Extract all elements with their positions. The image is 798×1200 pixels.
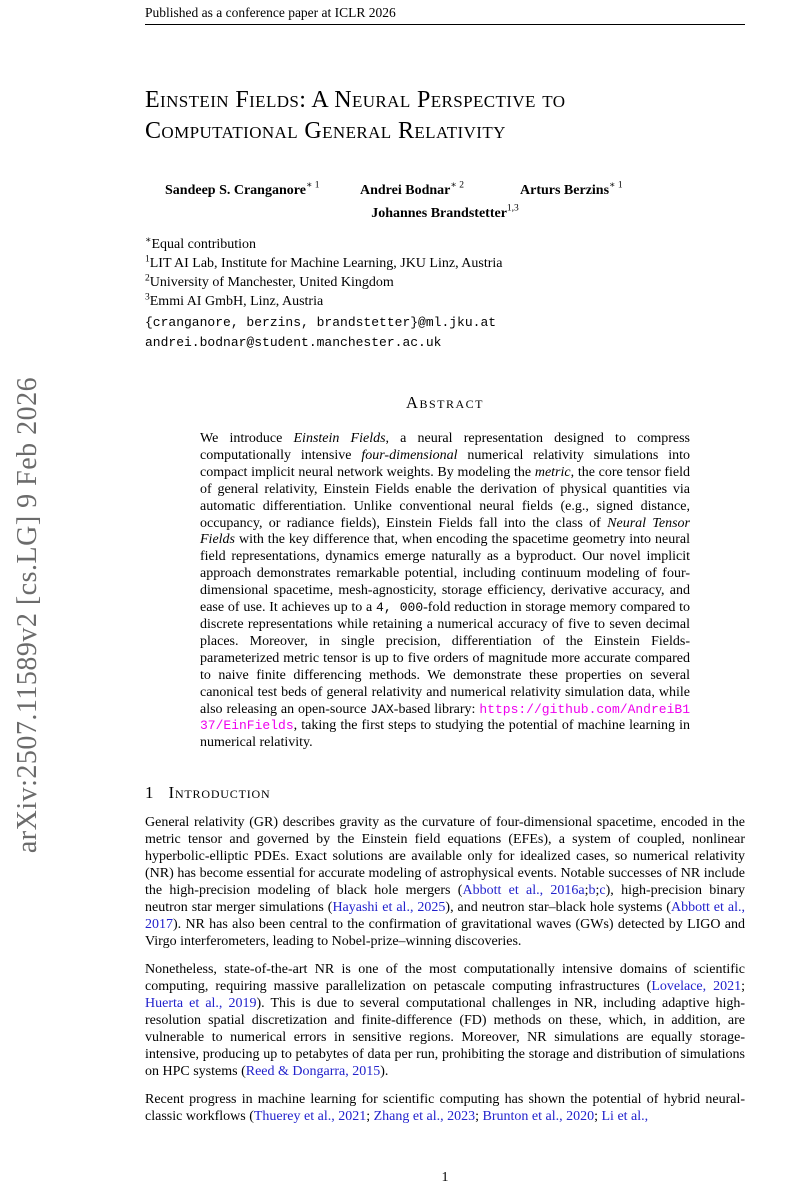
author-2	[360, 181, 464, 199]
text-run: -fold reduction in storage memory compared to discrete representations while retaining a numerical accuracy of five to seven decimal places. Moreover, in single precision, differentiation of the Einstein Fields-parameterized metric tensor is up to five orders of magnitude more accurate compared to naive finite differencing methods. We demonstrate these properties on several canonical test beds of general relativity and numerical relativity simulation data, while also releasing an open-source	[200, 600, 690, 717]
author-name: Arturs Berzins	[520, 183, 610, 198]
abstract-heading: Abstract	[406, 393, 484, 412]
citation-lovelace-2021[interactable]: Lovelace, 2021	[651, 979, 742, 995]
citation-thuerey-2021[interactable]: Thuerey et al., 2021	[253, 1109, 367, 1125]
text-run: 4, 000	[376, 600, 424, 616]
text-run: ;	[366, 1109, 374, 1125]
text-run: ;	[595, 883, 600, 899]
text-run: , the core tensor field of general relativity, Einstein Fields enable the derivation of physical quantities via automatic differentiation. Unlike conventional neural fields (e.g., signed distance, occupancy, or radiance fields), Einstein Fields fall into the class of	[200, 464, 690, 531]
affiliation-marker: 2	[145, 273, 150, 284]
citation-zhang-2023[interactable]: Zhang et al., 2023	[373, 1109, 476, 1125]
citation-hayashi-2025[interactable]: Hayashi et al., 2025	[332, 900, 446, 916]
section-heading-introduction	[145, 783, 745, 803]
citation-huerta-2019[interactable]: Huerta et al., 2019	[145, 996, 257, 1012]
affiliation-text: LIT AI Lab, Institute for Machine Learning, JKU Linz, Austria	[149, 256, 503, 271]
text-run: ).	[380, 1064, 389, 1080]
arxiv-stamp: arXiv:2507.11589v2 [cs.LG] 9 Feb 2026	[12, 376, 43, 854]
author-name: Andrei Bodnar	[360, 183, 451, 198]
page-content	[145, 0, 745, 1125]
authors-block	[145, 181, 745, 225]
affiliation-text: Equal contribution	[151, 237, 257, 252]
text-run: , a neural representation designed to compress computationally intensive	[200, 431, 690, 463]
citation-abbott-2016c[interactable]: c	[599, 883, 606, 899]
affiliation-1	[145, 254, 745, 273]
text-run: We introduce	[200, 431, 294, 446]
citation-reed-dongarra-2015[interactable]: Reed & Dongarra, 2015	[245, 1064, 381, 1080]
text-run: four-dimensional	[361, 447, 458, 463]
header-rule-divider	[145, 24, 745, 25]
affiliation-equal-contribution	[145, 235, 745, 254]
text-run: JAX	[370, 701, 394, 717]
intro-paragraph-1	[145, 814, 745, 950]
authors-row-1	[145, 181, 745, 202]
citation-abbott-2016a[interactable]: Abbott et al., 2016a	[462, 883, 585, 899]
citation-brunton-2020[interactable]: Brunton et al., 2020	[482, 1109, 595, 1125]
text-run: numerical relativity simulations into compact implicit neural network weights. By modeling the	[200, 447, 690, 480]
text-run: General relativity (GR) describes gravity as the curvature of four-dimensional spacetime, encoded in the metric tensor and governed by the Einstein field equations (EFEs), a system of coupled, nonlinear hyperbolic-elliptic PDEs. Exact solutions are available only for idealized cases, so numerical relativity (NR) has become essential for accurate modeling of astrophysical events. Notable successes of NR include the high-precision modeling of black hole mergers (	[145, 815, 745, 899]
text-run: metric	[534, 464, 571, 480]
citation-li[interactable]: Li et al.,	[601, 1109, 649, 1125]
paper-title	[145, 85, 745, 147]
section-title: Introduction	[168, 783, 271, 803]
github-link[interactable]: https://github.com/AndreiB137/EinFields	[200, 701, 690, 734]
affiliation-text: Emmi AI GmbH, Linz, Austria	[149, 294, 324, 309]
author-affil-marker: ∗ 1	[305, 180, 320, 191]
text-run: -based library:	[393, 701, 480, 717]
text-run: Recent progress in machine learning for scientific computing has shown the potential of hybrid neural-classic workflows (	[145, 1092, 745, 1125]
text-run: Nonetheless, state-of-the-art NR is one of the most computationally intensive domains of scientific computing, requiring massive parallelization on petascale computing infrastructures (	[145, 962, 745, 995]
conference-header-note: Published as a conference paper at ICLR 2026	[145, 5, 396, 20]
text-run: Neural Tensor Fields	[200, 515, 690, 548]
citation-abbott-2017[interactable]: Abbott et al., 2017	[145, 900, 745, 933]
author-name: Johannes Brandstetter	[371, 206, 507, 221]
affiliation-marker: ∗	[145, 235, 152, 246]
section-number: 1	[145, 783, 154, 803]
paper-title-line2: Computational General Relativity	[145, 118, 506, 144]
affiliation-marker: 3	[145, 292, 150, 303]
text-run: ), high-precision binary neutron star merger simulations (	[145, 883, 746, 916]
author-affil-marker: ∗ 1	[609, 180, 623, 191]
author-name: Sandeep S. Cranganore	[165, 183, 306, 198]
text-run: ;	[741, 979, 746, 995]
affiliation-2	[145, 273, 745, 292]
page-header	[145, 0, 745, 25]
affiliation-marker: 1	[145, 254, 150, 265]
text-run: , taking the first steps to studying the potential of machine learning in numerical relativity.	[200, 718, 690, 751]
authors-row-2	[145, 204, 745, 225]
citation-abbott-2016b[interactable]: b	[588, 883, 596, 899]
author-3	[520, 181, 623, 199]
intro-paragraph-2	[145, 961, 745, 1080]
emails-block	[145, 313, 745, 353]
text-run: ), and neutron star–black hole systems (	[445, 900, 671, 916]
text-run: Einstein Fields	[293, 431, 386, 446]
page-number: 1	[441, 1170, 449, 1185]
text-run: with the key difference that, when encoding the spacetime geometry into neural field representations, dynamics emerge naturally as a byproduct. Our novel implicit approach demonstrates remarkable potential, including continuum modeling of four-dimensional spacetime, mesh-agnosticity, storage efficiency, derivative accuracy, and ease of use. It achieves up to a	[200, 532, 690, 616]
text-run: ;	[594, 1109, 602, 1125]
text-run: ;	[584, 883, 589, 899]
text-run: ;	[475, 1109, 483, 1125]
abstract-text	[200, 431, 690, 752]
email-address: andrei.bodnar@student.manchester.ac.uk	[145, 335, 442, 350]
affiliations-block	[145, 235, 745, 311]
paper-title-line1: Einstein Fields: A Neural Perspective to	[145, 87, 566, 113]
affiliation-3	[145, 292, 745, 311]
email-address-group: {cranganore, berzins, brandstetter}@ml.jku.at	[145, 315, 497, 330]
text-run: ). This is due to several computational challenges in NR, including adaptive high-resolution spatial discretization and finite-difference (FD) methods on these, which, in addition, are vulnerable to numerical errors in sensitive regions. Moreover, NR simulations are equally storage-intensive, producing up to petabytes of data per run, prohibiting the storage and distribution of simulations on HPC systems (	[145, 996, 746, 1080]
author-1	[165, 181, 320, 199]
intro-paragraph-3	[145, 1091, 745, 1125]
author-affil-marker: ∗ 2	[450, 180, 464, 191]
affiliation-text: University of Manchester, United Kingdom	[149, 275, 394, 290]
text-run: ). NR has also been central to the confirmation of gravitational waves (GWs) detected by LIGO and Virgo interferometers, leading to Nobel-prize–winning discoveries.	[145, 917, 745, 950]
author-affil-marker: 1,3	[506, 203, 519, 214]
